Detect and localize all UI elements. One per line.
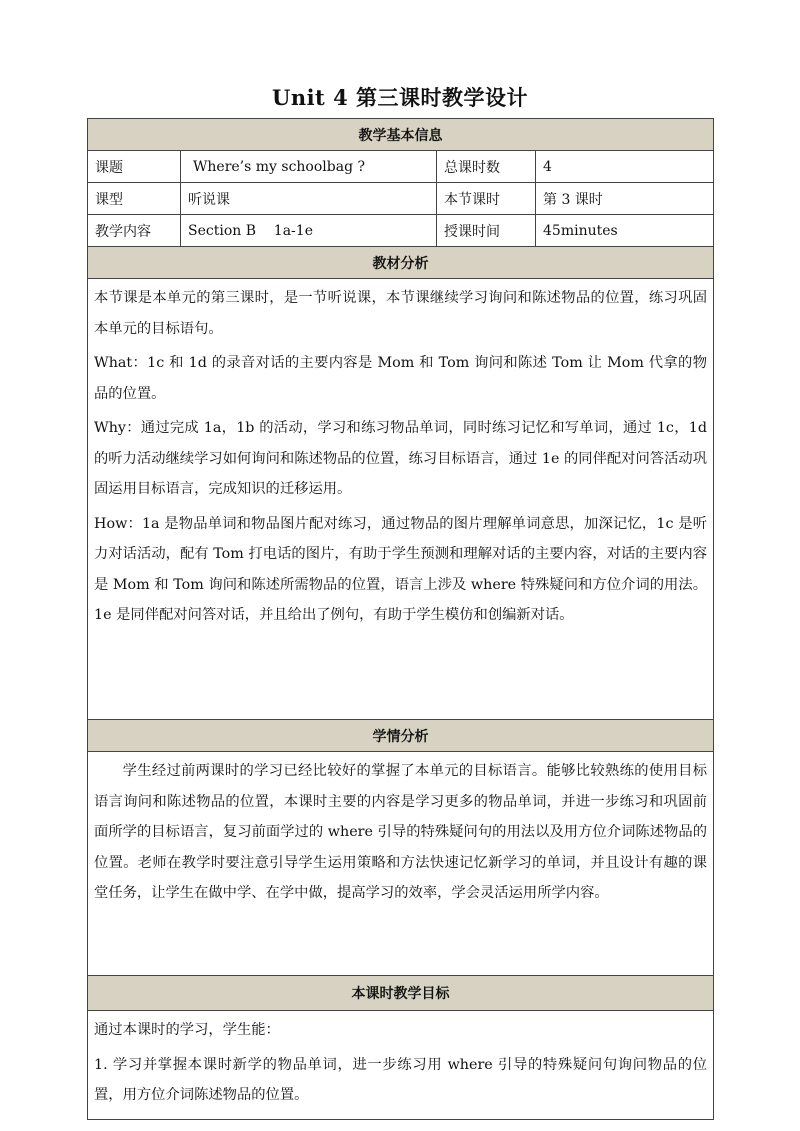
info-row-topic	[88, 151, 714, 183]
current-lesson-value: 第 3 课时	[536, 183, 714, 215]
info-row-type	[88, 183, 714, 215]
material-analysis-header: 教材分析	[88, 247, 714, 279]
page-title: Unit 4 第三课时教学设计	[272, 85, 528, 110]
student-analysis-body	[88, 752, 714, 976]
total-lessons-label: 总课时数	[437, 151, 536, 183]
total-lessons-value: 4	[536, 151, 714, 183]
lesson-plan-table	[87, 118, 714, 1120]
objective-item: 1. 学习并掌握本课时新学的物品单词，进一步练习用 where 引导的特殊疑问句询问物品的位置，用方位介词陈述物品的位置。	[94, 1056, 707, 1103]
topic-label: 课题	[88, 151, 181, 183]
material-paragraph: 本节课是本单元的第三课时，是一节听说课，本节课继续学习询问和陈述物品的位置，练习巩固本单元的目标语句。	[94, 290, 707, 337]
lesson-type-label: 课型	[88, 183, 181, 215]
lesson-type-value: 听说课	[181, 183, 437, 215]
content-label: 教学内容	[88, 215, 181, 247]
basic-info-header: 教学基本信息	[88, 119, 714, 151]
student-paragraph: 学生经过前两课时的学习已经比较好的掌握了本单元的目标语言。能够比较熟练的使用目标语言询问和陈述物品的位置，本课时主要的内容是学习更多的物品单词，并进一步练习和巩固前面所学的目标语言，复习前面学过的 where 引导的特殊疑问句的用法以及用方位介词陈述物品的位置。老师在教学时要注意引导学生运用策略和方法快速记忆新学习的单词，并且设计有趣的课堂任务，让学生在做中学、在学中做，提高学习的效率，学会灵活运用所学内容。	[94, 763, 707, 901]
material-paragraph: How：1a 是物品单词和物品图片配对练习，通过物品的图片理解单词意思，加深记忆，1c 是听力对话活动，配有 Tom 打电话的图片，有助于学生预测和理解对话的主要内容，对话的主要内容是 Mom 和 Tom 询问和陈述所需物品的位置，语言上涉及 where 特殊疑问和方位介词的用法。1e 是同伴配对问答对话，并且给出了例句，有助于学生模仿和创编新对话。	[94, 515, 707, 623]
duration-value: 45minutes	[536, 215, 714, 247]
topic-value: Where’s my schoolbag ?	[181, 151, 437, 183]
student-analysis-header: 学情分析	[88, 720, 714, 752]
objectives-body	[88, 1011, 714, 1120]
duration-label: 授课时间	[437, 215, 536, 247]
content-value: Section B 1a-1e	[181, 215, 437, 247]
material-paragraph: Why：通过完成 1a，1b 的活动，学习和练习物品单词，同时练习记忆和写单词，通过 1c，1d 的听力活动继续学习如何询问和陈述物品的位置，练习目标语言，通过 1e 的同伴配对问答活动巩固运用目标语言，完成知识的迁移运用。	[94, 420, 707, 497]
objectives-header: 本课时教学目标	[88, 976, 714, 1011]
current-lesson-label: 本节课时	[437, 183, 536, 215]
material-paragraph: What：1c 和 1d 的录音对话的主要内容是 Mom 和 Tom 询问和陈述 Tom 让 Mom 代拿的物品的位置。	[94, 355, 707, 402]
info-row-content	[88, 215, 714, 247]
objectives-intro: 通过本课时的学习，学生能：	[94, 1022, 280, 1038]
material-analysis-body	[88, 279, 714, 720]
